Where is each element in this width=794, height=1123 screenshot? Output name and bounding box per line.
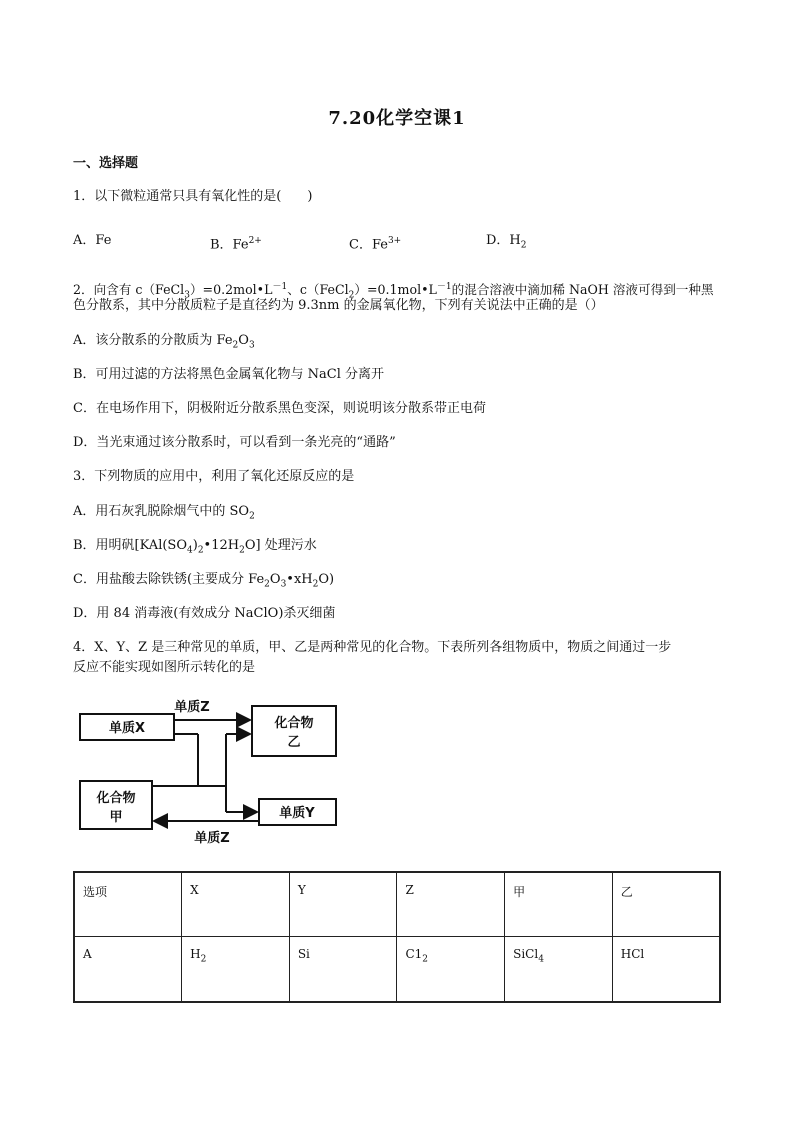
table-header-cell: Z xyxy=(397,872,505,937)
table-row xyxy=(74,937,720,1002)
q3-option-c[interactable]: C．用盐酸去除铁锈(主要成分 $Fe_2O_3•xH_2O$) xyxy=(73,572,335,590)
table-header-cell: 甲 xyxy=(505,872,613,937)
table-cell: Si xyxy=(289,937,397,1002)
q3-stem: 3．下列物质的应用中，利用了氧化还原反应的是 xyxy=(73,469,355,484)
q4-stem-line1: 4．X、Y、Z 是三种常见的单质，甲、乙是两种常见的化合物。下表所列各组物质中，物质之间通过一步 xyxy=(73,640,672,655)
q2-option-d[interactable]: D．当光束通过该分散系时，可以看到一条光亮的“通路” xyxy=(73,435,396,450)
q1-option-b[interactable]: B．$Fe^{2+}$ xyxy=(210,236,262,253)
label-element-y: 单质Y xyxy=(279,806,315,821)
table-cell: $H_2$ xyxy=(182,937,290,1002)
label-compound-yi-1: 化合物 xyxy=(274,716,314,731)
label-compound-jia-2: 甲 xyxy=(109,810,123,825)
table-header-cell: X xyxy=(182,872,290,937)
q2-option-c[interactable]: C．在电场作用下，阴极附近分散系黑色变深，则说明该分散系带正电荷 xyxy=(73,401,486,416)
page-title: 7.20化学空课1 xyxy=(328,108,466,129)
q1-option-a[interactable]: A．Fe xyxy=(73,233,112,248)
table-cell: SiCl$_4$ xyxy=(505,937,613,1002)
q3-option-a[interactable]: A．用石灰乳脱除烟气中的 $SO_2$ xyxy=(73,504,255,522)
label-z-top: 单质Z xyxy=(174,700,210,715)
q2-stem-line1: 2．向含有 $c(FeCl_3)=0.2mol•L^{-1}$、$c(FeCl_2)=0.1mol•L^{-1}$的混合溶液中滴加稀 NaOH 溶液可得到一种黑 xyxy=(73,282,714,301)
q4-stem-line2: 反应不能实现如图所示转化的是 xyxy=(73,660,256,675)
label-compound-yi-2: 乙 xyxy=(287,735,301,750)
section-heading: 一、选择题 xyxy=(73,156,139,171)
q1-option-c[interactable]: C．$Fe^{3+}$ xyxy=(349,236,402,253)
q2-option-b[interactable]: B．可用过滤的方法将黑色金属氧化物与 NaCl 分离开 xyxy=(73,367,385,382)
label-compound-jia-1: 化合物 xyxy=(96,791,136,806)
table-header-cell: Y xyxy=(289,872,397,937)
q1-option-d[interactable]: D．$H_2$ xyxy=(486,233,527,251)
label-element-x: 单质X xyxy=(108,721,146,736)
q2-stem-line2: 色分散系，其中分散质粒子是直径约为 9.3nm 的金属氧化物，下列有关说法中正确的是（） xyxy=(73,298,604,313)
label-z-bottom: 单质Z xyxy=(194,831,230,846)
table-header-row xyxy=(74,872,720,937)
table-header-cell: 乙 xyxy=(612,872,720,937)
q1-stem: 1．以下微粒通常只具有氧化性的是( ) xyxy=(73,189,313,204)
q3-option-b[interactable]: B．用明矾$[KAl(SO_4)_2•12H_2O]$ 处理污水 xyxy=(73,538,317,556)
table-cell: HCl xyxy=(612,937,720,1002)
q2-option-a[interactable]: A．该分散系的分散质为 $Fe_2O_3$ xyxy=(73,333,255,351)
conversion-diagram xyxy=(76,694,348,858)
table-cell: A xyxy=(74,937,182,1002)
table-header-cell: 选项 xyxy=(74,872,182,937)
table-cell: $C1_2$ xyxy=(397,937,505,1002)
q3-option-d[interactable]: D．用 84 消毒液(有效成分 NaClO)杀灭细菌 xyxy=(73,606,336,621)
options-table xyxy=(73,871,721,1003)
